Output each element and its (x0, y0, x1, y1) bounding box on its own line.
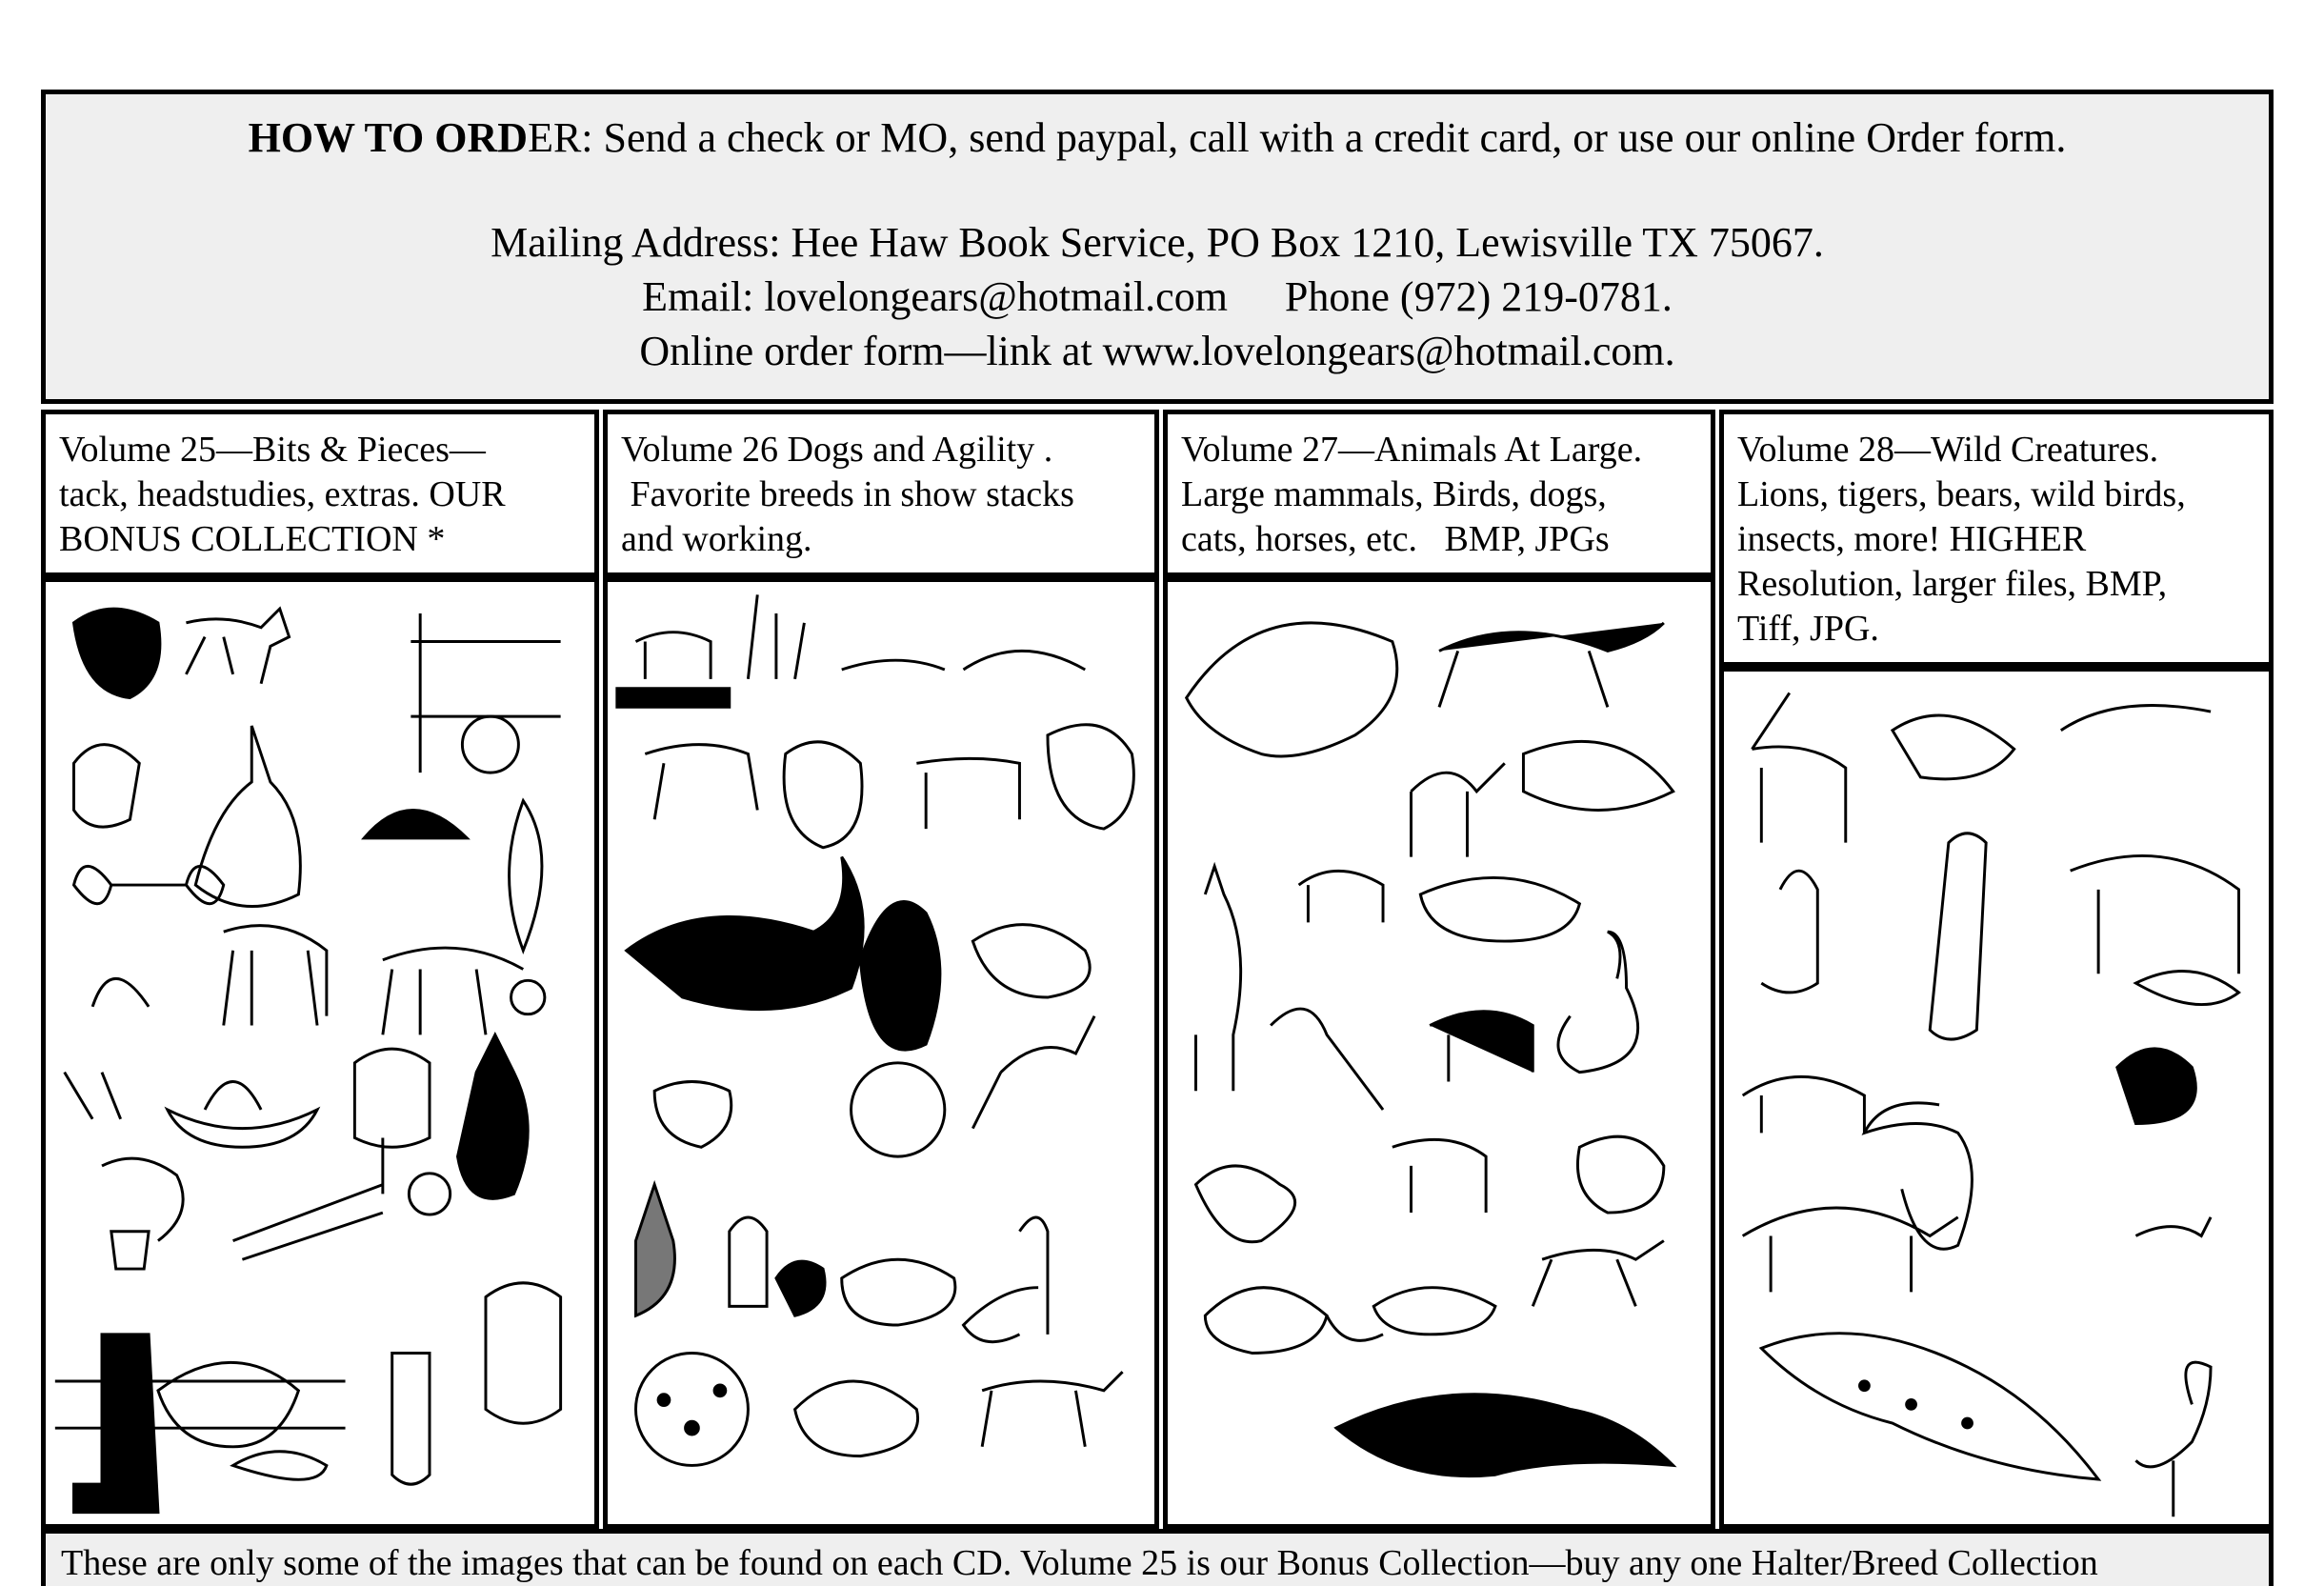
goose-icon (1558, 932, 1638, 1072)
rhinoceros-icon (1743, 1208, 1958, 1292)
giraffe-icon (1930, 833, 1986, 1039)
hunting-dogs-icon (842, 651, 1086, 670)
greyhound-icon (645, 745, 757, 820)
anteater-icon (1893, 715, 2014, 779)
mailing-address: Mailing Address: Hee Haw Book Service, PO Box 1210, Lewisville TX 75067. (491, 219, 1824, 266)
brahman-bull-icon (1187, 623, 1397, 756)
elephant-icon (2071, 855, 2239, 974)
online-order-line: Online order form—link at www.lovelongears@hotmail.com. (639, 328, 1675, 374)
handler-with-dog-icon (963, 1217, 1047, 1342)
volume-27-clipart (1168, 582, 1711, 1524)
volume-26-clipart (608, 582, 1154, 1524)
doberman-icon (635, 1185, 674, 1316)
cowboy-hat-icon (168, 1081, 317, 1147)
footer-text: These are only some of the images that can be found on each CD. Volume 25 is our Bonus Collection—buy any one Halter/Breed Collection (61, 1543, 2098, 1583)
volume-28-line: Resolution, larger files, BMP, (1737, 564, 2168, 604)
rabbit-icon (1577, 1136, 1663, 1213)
black-mule-head-icon (457, 1034, 528, 1198)
volume-26-line: Favorite breeds in show stacks (621, 474, 1074, 514)
toucan-icon (1864, 1103, 1972, 1249)
volume-28-line: insects, more! HIGHER (1737, 519, 2087, 559)
volume-26-line: Volume 26 Dogs and Agility . (621, 430, 1053, 470)
dalmatian-head-icon (635, 1354, 748, 1466)
corgi-lying-icon (1373, 1288, 1495, 1335)
running-horse-icon (1533, 1241, 1664, 1307)
volume-27-description (1163, 410, 1715, 577)
volume-26-artwork (603, 577, 1159, 1529)
volume-28-artwork (1719, 667, 2274, 1529)
volume-28-line: Lions, tigers, bears, wild birds, (1737, 474, 2186, 514)
volume-25-clipart (46, 582, 594, 1524)
goat-icon (1430, 1012, 1533, 1082)
jumping-dog-icon (972, 1016, 1094, 1129)
volume-27-line: Volume 27—Animals At Large. (1181, 430, 1643, 470)
english-saddle-icon (158, 1362, 298, 1446)
stirrup-icon (510, 801, 542, 951)
volume-27-line: cats, horses, etc. BMP, JPGs (1181, 519, 1610, 559)
hoof-nippers-icon (233, 1185, 383, 1260)
bit-icon (73, 866, 223, 903)
donkey-icon (186, 609, 289, 684)
saddle-icon (73, 609, 159, 697)
volume-27-column (1163, 410, 1715, 1529)
hound-walking-icon (982, 1372, 1122, 1447)
volume-25-line: Volume 25—Bits & Pieces— (59, 430, 486, 470)
great-dane-head-icon (860, 901, 940, 1050)
parrot-icon (1271, 1009, 1383, 1110)
dog-show-table-icon (617, 689, 730, 708)
fence-icon (411, 613, 560, 773)
volume-27-artwork (1163, 577, 1715, 1529)
leg-boots-icon (392, 1354, 430, 1485)
volume-25-line: BONUS COLLECTION * (59, 519, 446, 559)
volume-28-line: Volume 28—Wild Creatures. (1737, 430, 2159, 470)
mule-harness-icon (383, 948, 523, 1034)
how-to-order-text: : Send a check or MO, send paypal, call with a credit card, or use our online Order form. (581, 114, 2067, 161)
decorated-saddle-icon (486, 1283, 561, 1423)
volume-25-line: tack, headstudies, extras. OUR (59, 474, 506, 514)
corgi-icon (654, 1081, 731, 1147)
draft-horse-icon (224, 926, 327, 1026)
skunk-icon (2117, 1049, 2196, 1124)
lying-terrier-icon (795, 1381, 918, 1456)
how-to-order-line (46, 113, 2269, 163)
basset-hound-icon (627, 857, 864, 1010)
terrier-icon (635, 632, 711, 679)
how-to-order-heading-rest: ER (528, 114, 582, 161)
volume-28-line: Tiff, JPG. (1737, 609, 1879, 649)
border-collie-icon (1439, 623, 1664, 707)
hound-icon (1195, 1166, 1294, 1242)
reeds-icon (748, 594, 804, 678)
cat-icon (233, 1452, 327, 1479)
meerkat-icon (1761, 871, 1817, 993)
cocker-spaniel-icon (1048, 725, 1133, 829)
small-animal-icon (2135, 1217, 2211, 1236)
volume-28-clipart (1724, 672, 2269, 1524)
rat-icon (1205, 1288, 1383, 1354)
hay-bale-icon (462, 716, 518, 773)
oryx-icon (1752, 693, 1845, 842)
spurs-icon (65, 1073, 121, 1119)
flamingo-icon (2135, 1362, 2211, 1516)
bulldog-icon (972, 925, 1090, 997)
seal-icon (2135, 971, 2238, 1004)
chow-chow-icon (851, 1063, 945, 1156)
donkey-bucket-icon (102, 1158, 183, 1269)
footer-note (41, 1529, 2274, 1586)
horse-head-icon (73, 745, 139, 827)
volume-26-description (603, 410, 1159, 577)
beagle-icon (916, 758, 1019, 829)
riding-boot-icon (73, 1335, 157, 1513)
ram-icon (1392, 1139, 1486, 1213)
volume-28-column (1719, 410, 2274, 1529)
volume-25-description (41, 410, 599, 577)
volume-27-line: Large mammals, Birds, dogs, (1181, 474, 1607, 514)
hedgehog-icon (1523, 741, 1673, 810)
volume-26-column (603, 410, 1159, 1529)
small-black-dog-icon (776, 1261, 825, 1315)
mule-head-icon (195, 726, 300, 907)
donkey-standing-icon (1195, 866, 1240, 1091)
rhino-small-icon (1743, 1076, 1865, 1133)
ferret-icon (1336, 1395, 1673, 1476)
volume-25-artwork (41, 577, 599, 1529)
bloodhound-icon (784, 742, 862, 848)
camel-icon (1412, 763, 1505, 856)
otter-icon (2061, 706, 2211, 731)
how-to-order-heading: HOW TO ORD (248, 114, 529, 161)
contact-line (46, 272, 2269, 322)
western-saddle-icon (354, 1049, 430, 1194)
clumber-spaniel-icon (842, 1259, 955, 1325)
volume-25-column (41, 410, 599, 1529)
phone-text: Phone (972) 219-0781. (1284, 273, 1673, 320)
girl-with-dogs-icon (730, 1217, 767, 1306)
email-text: Email: lovelongears@hotmail.com (642, 273, 1228, 320)
how-to-order-box (41, 90, 2274, 404)
volume-26-line: and working. (621, 519, 812, 559)
pig-icon (1420, 877, 1579, 941)
horseshoe-icon (92, 978, 149, 1006)
volume-28-description (1719, 410, 2274, 667)
leopard-icon (1761, 1334, 2098, 1479)
farm-animals-icon (1299, 871, 1383, 922)
riding-helmet-icon (364, 810, 467, 837)
